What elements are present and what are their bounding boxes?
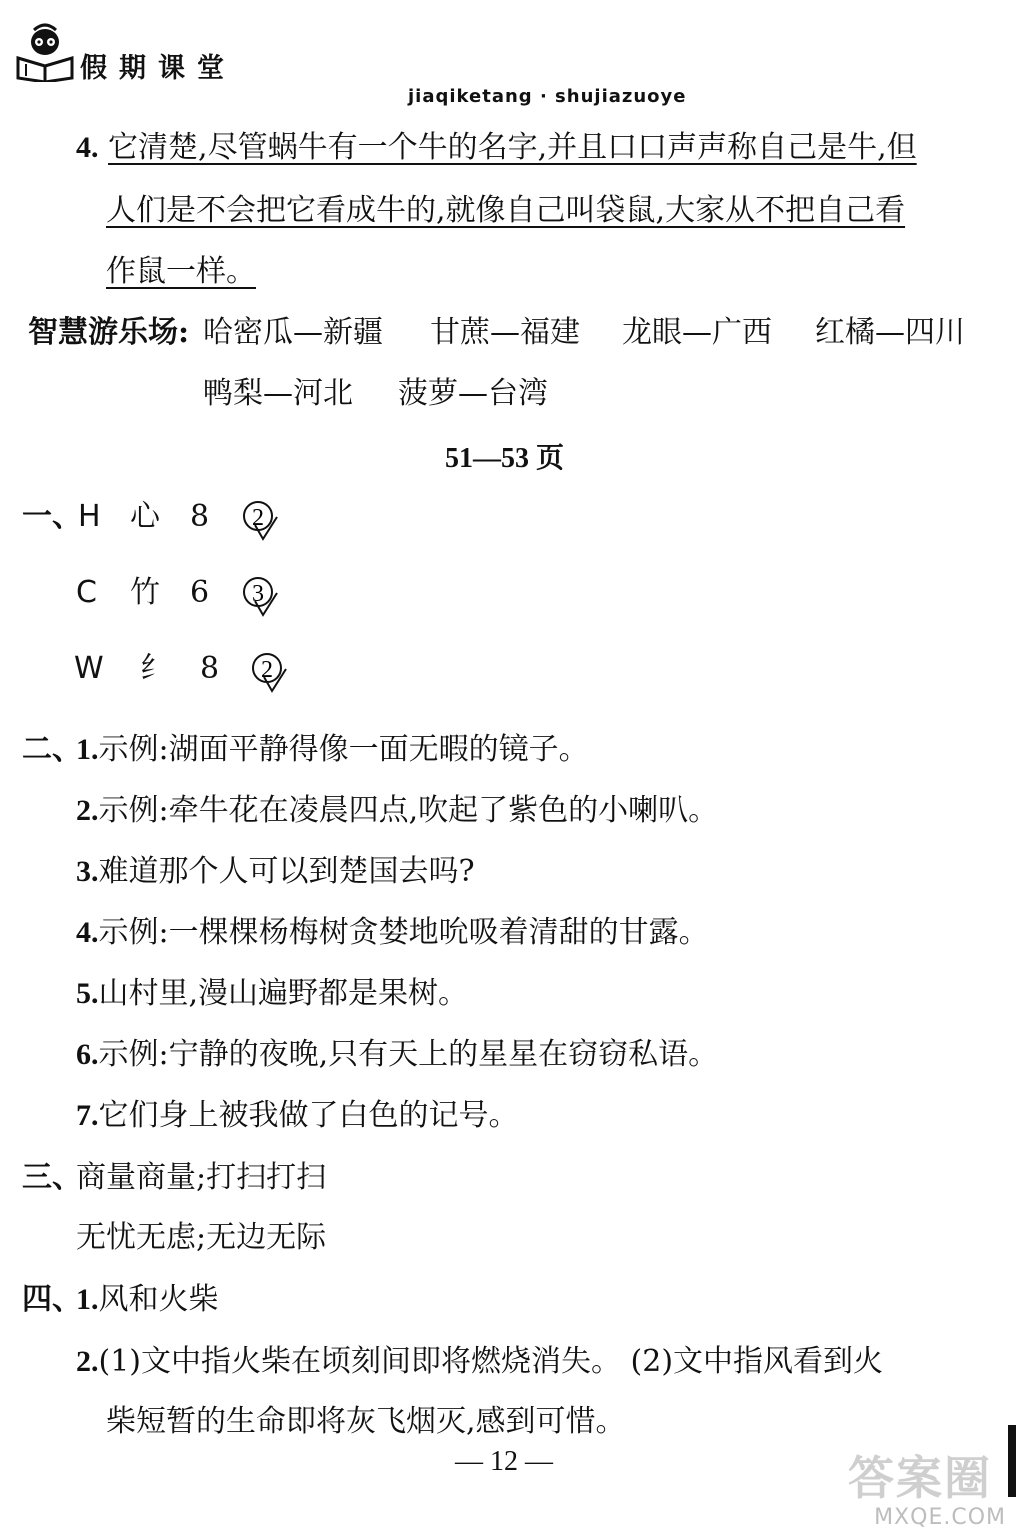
- section-3-label: 三、: [22, 1160, 82, 1195]
- s1-row3-letter: W: [74, 651, 104, 686]
- s1-row3-radical: 纟: [140, 651, 170, 686]
- section-1-label: 一、: [22, 499, 82, 534]
- q4-line-3: 作鼠一样。: [106, 254, 256, 289]
- section-4-label: 四、: [22, 1282, 82, 1317]
- s2-item-3: 3.难道那个人可以到楚国去吗?: [76, 854, 475, 889]
- watermark-logo: 答案圈: [848, 1451, 992, 1505]
- s2-item-7: 7.它们身上被我做了白色的记号。: [76, 1098, 519, 1133]
- s3-line-1: 商量商量;打扫打扫: [76, 1160, 327, 1195]
- s2-item-1: 1.示例:湖面平静得像一面无暇的镜子。: [76, 732, 589, 767]
- svg-text:3: 3: [252, 581, 264, 607]
- header-title: 假期课堂: [80, 53, 236, 84]
- svg-text:2: 2: [261, 657, 273, 683]
- q4-text-1: 它清楚,尽管蜗牛有一个牛的名字,并且口口声声称自己是牛,但: [108, 130, 917, 165]
- q4-line-2: 人们是不会把它看成牛的,就像自己叫袋鼠,大家从不把自己看: [106, 193, 906, 228]
- s4-item-2-line-2: 柴短暂的生命即将灰飞烟灭,感到可惜。: [106, 1404, 626, 1439]
- s1-row3-circled-answer: [250, 651, 294, 699]
- s1-row2-strokes: 6: [190, 575, 210, 610]
- s1-row2-circled-answer: [241, 575, 285, 623]
- s2-item-6: 6.示例:宁静的夜晚,只有天上的星星在窃窃私语。: [76, 1037, 719, 1072]
- mascot-logo-icon: [14, 20, 76, 86]
- s1-row1-circled-answer: [241, 499, 285, 547]
- wisdom-label: 智慧游乐场:: [28, 315, 190, 350]
- svg-text:2: 2: [252, 505, 264, 531]
- wisdom-pair-2: 甘蔗—福建: [430, 315, 580, 350]
- s1-row1-letter: H: [78, 499, 101, 534]
- wisdom-pair-6: 菠萝—台湾: [398, 376, 548, 411]
- s2-item-5: 5.山村里,漫山遍野都是果树。: [76, 976, 469, 1011]
- header-subtitle: jiaqiketang · shujiazuoye: [408, 86, 687, 107]
- q4-line-1: [76, 128, 917, 168]
- page-range-heading: 51—53 页: [445, 443, 565, 474]
- s1-row1-radical: 心: [130, 499, 160, 534]
- wisdom-pair-5: 鸭梨—河北: [203, 376, 353, 411]
- s2-item-2: 2.示例:牵牛花在凌晨四点,吹起了紫色的小喇叭。: [76, 793, 719, 828]
- s2-item-4: 4.示例:一棵棵杨梅树贪婪地吮吸着清甜的甘露。: [76, 915, 709, 950]
- s4-item-2-line-1: 2.(1)文中指火柴在顷刻间即将燃烧消失。 (2)文中指风看到火: [76, 1344, 884, 1379]
- section-2-label: 二、: [22, 732, 82, 767]
- wisdom-pair-4: 红橘—四川: [815, 315, 965, 350]
- watermark-url: MXQE.COM: [874, 1505, 1006, 1530]
- page-edge-bar: [1008, 1425, 1016, 1497]
- wisdom-pair-1: 哈密瓜—新疆: [203, 315, 383, 350]
- s1-row3-strokes: 8: [200, 651, 220, 686]
- s1-row2-letter: C: [76, 575, 97, 610]
- s4-item-1: 1.风和火柴: [76, 1282, 219, 1317]
- page-number: — 12 —: [455, 1446, 553, 1477]
- s3-line-2: 无忧无虑;无边无际: [76, 1220, 327, 1255]
- q4-number: 4.: [76, 131, 99, 164]
- wisdom-pair-3: 龙眼—广西: [622, 315, 772, 350]
- s1-row2-radical: 竹: [130, 575, 160, 610]
- s1-row1-strokes: 8: [190, 499, 210, 534]
